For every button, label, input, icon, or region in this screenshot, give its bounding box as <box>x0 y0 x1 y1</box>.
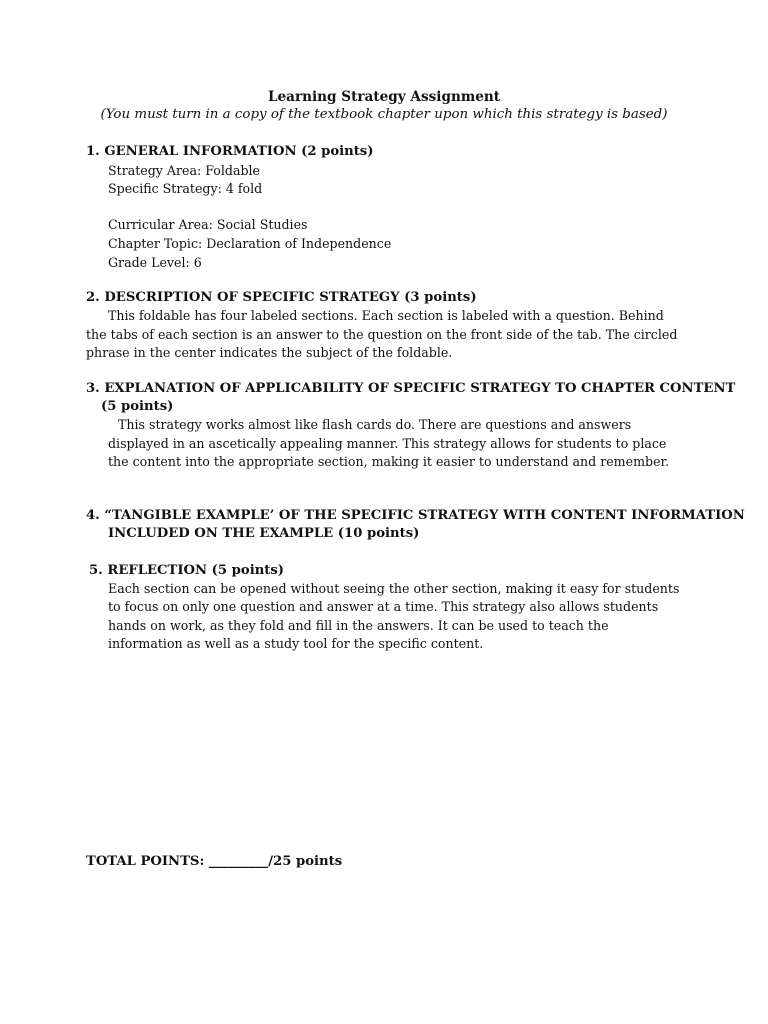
section2-line: the tabs of each section is an answer to the question on the front side of the tab. The circled <box>86 327 678 342</box>
section3-line: This strategy works almost like flash cards do. There are questions and answers <box>118 417 632 432</box>
section2-line: phrase in the center indicates the subject of the foldable. <box>86 345 453 360</box>
section5-line: information as well as a study tool for the specific content. <box>108 636 484 651</box>
grade-level: Grade Level: 6 <box>108 255 202 270</box>
specific-strategy: Specific Strategy: 4 fold <box>108 181 263 196</box>
section4-heading-cont: INCLUDED ON THE EXAMPLE (10 points) <box>108 526 420 541</box>
strategy-area: Strategy Area: Foldable <box>108 163 261 178</box>
section5-line: hands on work, as they fold and fill in the answers. It can be used to teach the <box>108 618 609 633</box>
section5-heading: 5. REFLECTION (5 points) <box>89 563 285 578</box>
curricular-area: Curricular Area: Social Studies <box>108 217 308 232</box>
section1-heading: 1. GENERAL INFORMATION (2 points) <box>86 144 374 159</box>
section3-points: (5 points) <box>101 399 174 414</box>
section3-line: the content into the appropriate section, making it easier to understand and remember. <box>108 454 670 469</box>
chapter-topic: Chapter Topic: Declaration of Independence <box>108 236 392 251</box>
document-subtitle: (You must turn in a copy of the textbook chapter upon which this strategy is based) <box>100 107 668 122</box>
section3-heading: 3. EXPLANATION OF APPLICABILITY OF SPECIFIC STRATEGY TO CHAPTER CONTENT <box>86 381 736 396</box>
section2-heading: 2. DESCRIPTION OF SPECIFIC STRATEGY (3 points) <box>86 290 477 305</box>
section3-line: displayed in an ascetically appealing manner. This strategy allows for students to place <box>108 436 667 451</box>
document-title: Learning Strategy Assignment <box>267 89 501 105</box>
total-points: TOTAL POINTS: _________/25 points <box>86 854 343 869</box>
section4-heading: 4. “TANGIBLE EXAMPLE’ OF THE SPECIFIC STRATEGY WITH CONTENT INFORMATION <box>86 508 745 523</box>
section5-line: Each section can be opened without seeing the other section, making it easy for students <box>108 581 680 596</box>
section2-line: This foldable has four labeled sections. Each section is labeled with a question. Behind <box>108 308 664 323</box>
section5-line: to focus on only one question and answer at a time. This strategy also allows students <box>108 599 659 614</box>
